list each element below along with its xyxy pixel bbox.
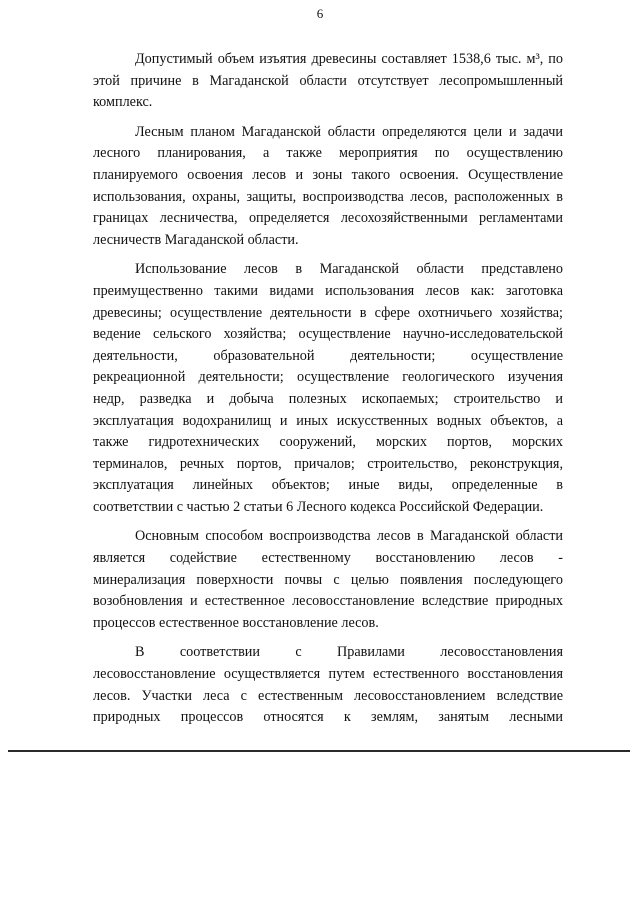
text-line: природных процессов относятся к землям, занятым лесными bbox=[93, 709, 563, 726]
text-line: минерализация поверхности почвы с целью появления последующего bbox=[93, 571, 563, 588]
paragraph bbox=[93, 259, 563, 518]
text-line: терминалов, речных портов, причалов; строительство, реконструкция, bbox=[93, 455, 563, 472]
document-body bbox=[93, 49, 563, 737]
text-line: преимущественно такими видами использования лесов как: заготовка bbox=[93, 282, 563, 299]
text-line: этой причине в Магаданской области отсутствует лесопромышленный bbox=[93, 72, 563, 89]
text-line: Основным способом воспроизводства лесов в Магаданской области bbox=[135, 528, 563, 545]
text-line: соответствии с частью 2 статьи 6 Лесного кодекса Российской Федерации. bbox=[93, 498, 544, 515]
paragraph bbox=[93, 49, 563, 114]
text-line: лесовосстановление осуществляется путем естественного восстановления bbox=[93, 666, 563, 683]
text-line: рекреационной деятельности; осуществление геологического изучения bbox=[93, 369, 563, 386]
page-divider-line bbox=[8, 750, 630, 752]
text-line: является содействие естественному восстановлению лесов - bbox=[93, 550, 563, 567]
paragraph bbox=[93, 642, 563, 728]
paragraph bbox=[93, 526, 563, 634]
text-line: процессов естественное восстановление лесов. bbox=[93, 614, 379, 631]
text-line: Использование лесов в Магаданской области представлено bbox=[135, 261, 563, 278]
text-line: деятельности, образовательной деятельности; осуществление bbox=[93, 347, 563, 364]
text-line: лесничеств Магаданской области. bbox=[93, 231, 299, 248]
text-line: планируемого освоения лесов и зоны такого освоения. Осуществление bbox=[93, 166, 563, 183]
text-line: В соответствии с Правилами лесовосстановления bbox=[135, 644, 563, 661]
text-line: лесного планирования, а также мероприятия по осуществлению bbox=[93, 145, 563, 162]
text-line: эксплуатация водохранилищ и иных искусственных водных объектов, а bbox=[93, 412, 563, 429]
text-line: недр, разведка и добыча полезных ископаемых; строительство и bbox=[93, 390, 563, 407]
text-line: границах лесничества, определяется лесохозяйственными регламентами bbox=[93, 210, 563, 227]
text-line: комплекс. bbox=[93, 94, 153, 111]
page-number: 6 bbox=[316, 6, 324, 21]
text-line: возобновления и естественное лесовосстановление вследствие природных bbox=[93, 593, 563, 610]
text-line: эксплуатация линейных объектов; иные виды, определенные в bbox=[93, 477, 563, 494]
text-line: ведение сельского хозяйства; осуществление научно-исследовательской bbox=[93, 326, 563, 343]
text-line: древесины; осуществление деятельности в сфере охотничьего хозяйства; bbox=[93, 304, 563, 321]
text-line: Допустимый объем изъятия древесины составляет 1538,6 тыс. м³, по bbox=[135, 51, 563, 67]
paragraph bbox=[93, 122, 563, 252]
text-line: лесов. Участки леса с естественным лесовосстановлением вследствие bbox=[93, 687, 563, 704]
text-line: использования, охраны, защиты, воспроизводства лесов, расположенных в bbox=[93, 188, 563, 205]
text-line: Лесным планом Магаданской области определяются цели и задачи bbox=[135, 123, 563, 140]
text-line: также гидротехнических сооружений, морских портов, морских bbox=[93, 434, 563, 451]
